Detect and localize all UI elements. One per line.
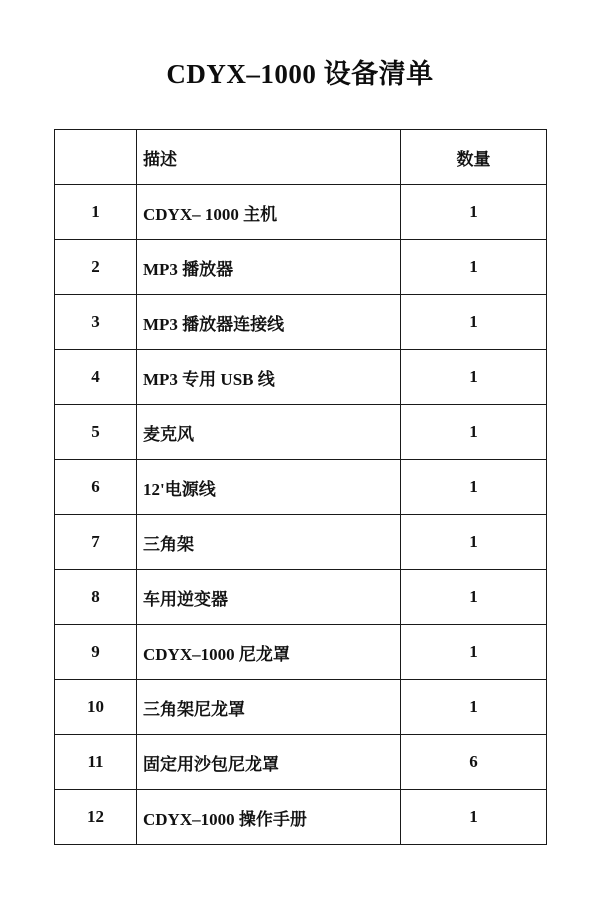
cell-index: 3 xyxy=(55,295,137,350)
cell-index: 1 xyxy=(55,185,137,240)
cell-quantity: 1 xyxy=(401,185,547,240)
table-body xyxy=(55,185,547,845)
cell-description: 车用逆变器 xyxy=(137,570,401,625)
table-row xyxy=(55,185,547,240)
cell-quantity: 1 xyxy=(401,790,547,845)
column-header-description: 描述 xyxy=(137,130,401,185)
table-row xyxy=(55,515,547,570)
table-header xyxy=(55,130,547,185)
cell-quantity: 1 xyxy=(401,625,547,680)
cell-quantity: 1 xyxy=(401,680,547,735)
cell-quantity: 1 xyxy=(401,350,547,405)
cell-description: 三角架 xyxy=(137,515,401,570)
cell-index: 6 xyxy=(55,460,137,515)
cell-index: 11 xyxy=(55,735,137,790)
cell-quantity: 6 xyxy=(401,735,547,790)
cell-description: MP3 播放器 xyxy=(137,240,401,295)
table-row xyxy=(55,680,547,735)
equipment-table xyxy=(54,129,547,845)
cell-quantity: 1 xyxy=(401,515,547,570)
cell-index: 12 xyxy=(55,790,137,845)
cell-description: CDYX– 1000 主机 xyxy=(137,185,401,240)
table-row xyxy=(55,240,547,295)
cell-index: 7 xyxy=(55,515,137,570)
cell-description: 三角架尼龙罩 xyxy=(137,680,401,735)
table-row xyxy=(55,625,547,680)
table-row xyxy=(55,405,547,460)
table-row xyxy=(55,295,547,350)
table-row xyxy=(55,790,547,845)
cell-quantity: 1 xyxy=(401,295,547,350)
cell-index: 2 xyxy=(55,240,137,295)
cell-description: 麦克风 xyxy=(137,405,401,460)
page-title: CDYX–1000 设备清单 xyxy=(166,59,434,89)
cell-description: CDYX–1000 操作手册 xyxy=(137,790,401,845)
equipment-table-wrapper xyxy=(54,129,546,845)
cell-index: 9 xyxy=(55,625,137,680)
cell-quantity: 1 xyxy=(401,240,547,295)
cell-quantity: 1 xyxy=(401,570,547,625)
table-row xyxy=(55,570,547,625)
cell-description: 固定用沙包尼龙罩 xyxy=(137,735,401,790)
cell-description: CDYX–1000 尼龙罩 xyxy=(137,625,401,680)
cell-index: 10 xyxy=(55,680,137,735)
table-row xyxy=(55,735,547,790)
cell-description: MP3 播放器连接线 xyxy=(137,295,401,350)
cell-quantity: 1 xyxy=(401,405,547,460)
table-row xyxy=(55,350,547,405)
table-row xyxy=(55,460,547,515)
cell-index: 4 xyxy=(55,350,137,405)
column-header-quantity: 数量 xyxy=(401,130,547,185)
column-header-index xyxy=(55,130,137,185)
cell-index: 8 xyxy=(55,570,137,625)
cell-description: 12'电源线 xyxy=(137,460,401,515)
cell-description: MP3 专用 USB 线 xyxy=(137,350,401,405)
cell-quantity: 1 xyxy=(401,460,547,515)
table-header-row xyxy=(55,130,547,185)
cell-index: 5 xyxy=(55,405,137,460)
